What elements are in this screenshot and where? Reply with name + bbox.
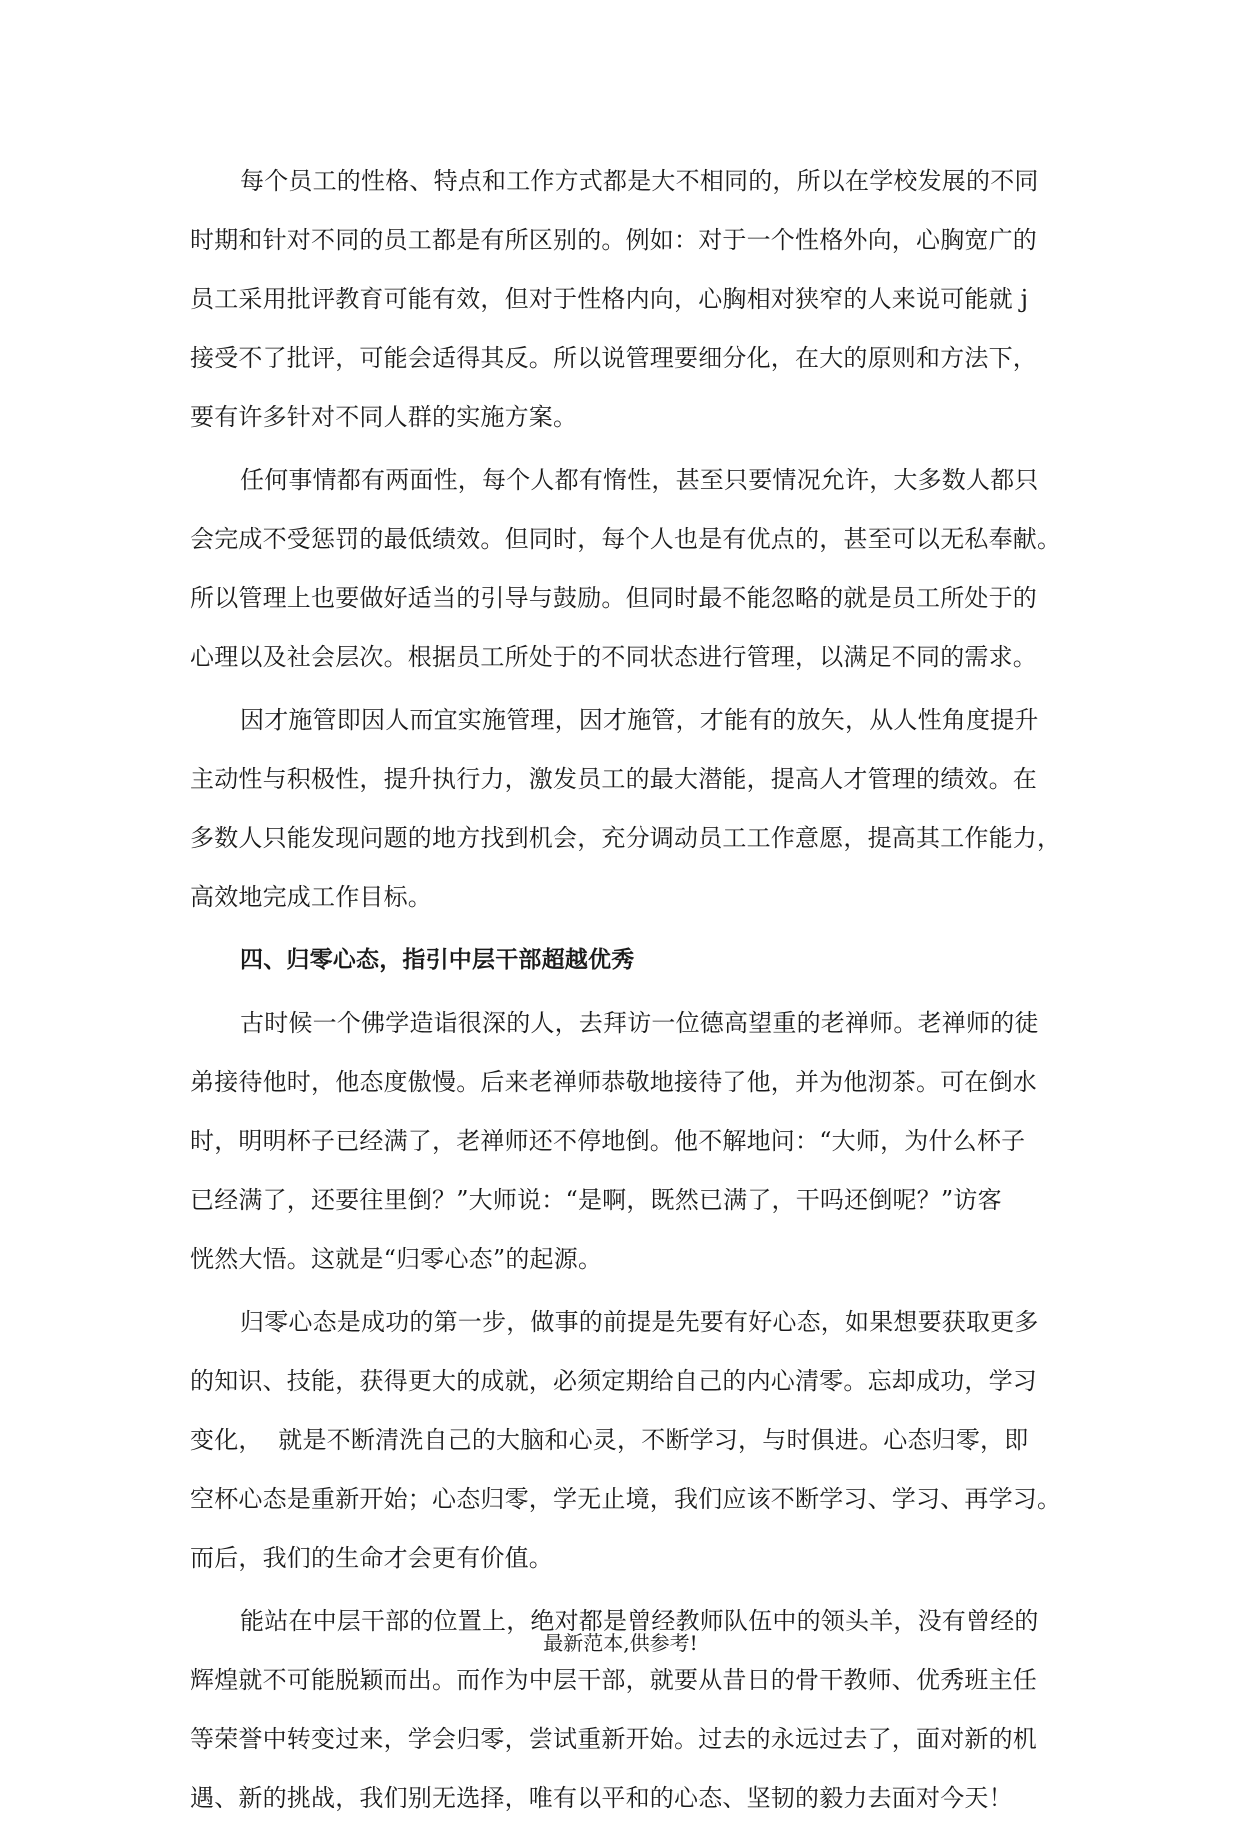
text-line: 要有许多针对不同人群的实施方案。	[190, 403, 578, 431]
text-line: 古时候一个佛学造诣很深的人，去拜访一位德高望重的老禅师。老禅师的徒	[240, 1009, 1039, 1037]
text-line: 员工采用批评教育可能有效，但对于性格内向，心胸相对狭窄的人来说可能就 j	[190, 285, 1029, 313]
text-line: 时，明明杯子已经满了，老禅师还不停地倒。他不解地问：“大师，为什么杯子	[190, 1127, 1026, 1155]
text-line: 而后，我们的生命才会更有价值。	[190, 1544, 553, 1572]
text-line: 恍然大悟。这就是“归零心态”的起源。	[190, 1245, 603, 1273]
text-line: 等荣誉中转变过来，学会归零，尝试重新开始。过去的永远过去了，面对新的机	[190, 1725, 1037, 1753]
section-heading: 四、归零心态，指引中层干部超越优秀	[240, 947, 635, 973]
text-line: 辉煌就不可能脱颖而出。而作为中层干部，就要从昔日的骨干教师、优秀班主任	[190, 1666, 1037, 1694]
text-line: 变化， 就是不断清洗自己的大脑和心灵，不断学习，与时俱进。心态归零，即	[190, 1426, 1029, 1454]
text-line: 的知识、技能，获得更大的成就，必须定期给自己的内心清零。忘却成功，学习	[190, 1367, 1037, 1395]
text-line: 空杯心态是重新开始；心态归零，学无止境，我们应该不断学习、学习、再学习。	[190, 1485, 1062, 1513]
text-line: 因才施管即因人而宜实施管理，因才施管，才能有的放矢，从人性角度提升	[240, 706, 1039, 734]
page-footer: 最新范本,供参考!	[543, 1631, 698, 1655]
paragraph-5	[190, 1293, 1062, 1588]
paragraph-3	[190, 691, 1062, 927]
text-line: 心理以及社会层次。根据员工所处于的不同状态进行管理，以满足不同的需求。	[190, 643, 1037, 671]
paragraph-4	[190, 994, 1052, 1289]
text-line: 所以管理上也要做好适当的引导与鼓励。但同时最不能忽略的就是员工所处于的	[190, 584, 1037, 612]
text-line: 任何事情都有两面性，每个人都有惰性，甚至只要情况允许，大多数人都只	[240, 466, 1039, 494]
text-line: 已经满了，还要往里倒？”大师说：“是啊，既然已满了，干吗还倒呢？”访客	[190, 1186, 1002, 1214]
text-line: 时期和针对不同的员工都是有所区别的。例如：对于一个性格外向，心胸宽广的	[190, 226, 1037, 254]
document-body	[190, 152, 1062, 1828]
text-line: 弟接待他时，他态度傲慢。后来老禅师恭敬地接待了他，并为他沏茶。可在倒水	[190, 1068, 1037, 1096]
paragraph-2	[190, 451, 1062, 687]
text-line: 能站在中层干部的位置上，绝对都是曾经教师队伍中的领头羊，没有曾经的	[240, 1607, 1039, 1635]
text-line: 接受不了批评，可能会适得其反。所以说管理要细分化，在大的原则和方法下，	[190, 344, 1037, 372]
paragraph-1	[190, 152, 1052, 447]
text-line: 高效地完成工作目标。	[190, 883, 432, 911]
text-line: 遇、新的挑战，我们别无选择，唯有以平和的心态、坚韧的毅力去面对今天！	[190, 1784, 1013, 1812]
text-line: 多数人只能发现问题的地方找到机会，充分调动员工工作意愿，提高其工作能力，	[190, 824, 1062, 852]
text-line: 每个员工的性格、特点和工作方式都是大不相同的，所以在学校发展的不同	[240, 167, 1039, 195]
text-line: 会完成不受惩罚的最低绩效。但同时，每个人也是有优点的，甚至可以无私奉献。	[190, 525, 1062, 553]
text-line: 主动性与积极性，提升执行力，激发员工的最大潜能，提高人才管理的绩效。在	[190, 765, 1037, 793]
text-line: 归零心态是成功的第一步，做事的前提是先要有好心态，如果想要获取更多	[240, 1308, 1039, 1336]
